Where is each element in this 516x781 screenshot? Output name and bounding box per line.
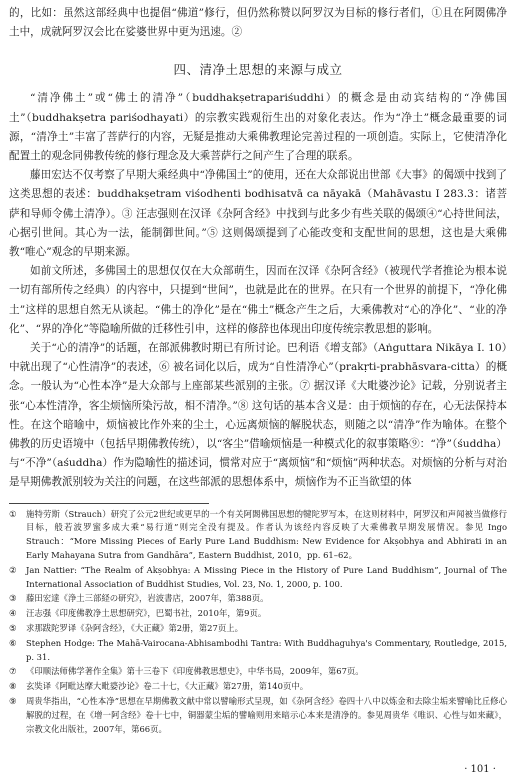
footnote	[9, 637, 507, 665]
body-paragraph: 关于“心的清净”的话题，在部派佛教时期已有所讨论。巴利语《增支部》（Aṅguttara Nikāya I. 10）中就出现了“心性清净”的表述，⑥ 被名词化以后，成为“自性清净心”（prakṛti-prabhāsvara-citta）的概念。一般认为“心性本净”是大众部与上座部某些派别的主张。⑦ 据汉译《大毗婆沙论》记载，分别说者主张“心本性清净，客尘烦恼所染污故，相不清净。”⑧ 这句话的基本含义是：由于烦恼的存在，心无法保持本性。在这个暗喻中，烦恼被比作外来的尘土，心远离烦恼的解脱状态，则随之以“清净”作为喻体。在整个佛教的历史语境中（包括早期佛教传统），以“客尘”借喻烦恼是一种模式化的叙事策略⑨：“净”（śuddha）与“不净”（aśuddha）作为隐喻性的描述词，惯常对应于“离烦恼”和“烦恼”两种状态。对烦恼的分析与对治是早期佛教派别较为关注的问题，在这些部派的思想体系中，烦恼作为不正当欲望的体	[9, 342, 507, 489]
footnote-text: 求那跋陀罗译《杂阿含经》，《大正藏》第2册，第27页上。	[26, 623, 243, 634]
footnote-number: ⑤	[9, 623, 17, 634]
footnote-text: 周贵华指出，“心性本净”思想在早期佛教文献中常以譬喻形式呈现，如《杂阿含经》卷四十八中以炼金和去除尘垢来譬喻比丘修心解脱的过程，在《增一阿含经》卷十七中，铜器蒙尘垢的譬喻则用来暗示心本来是清净的。参见周贵华《唯识、心性与如来藏》，宗教文化出版社，2007年，第66页。	[26, 696, 507, 734]
footnote-divider	[9, 503, 209, 504]
body-paragraph: “清净佛土”或“佛土的清净”（buddhakṣetrapariśuddhi）的概念是由动宾结构的“净佛国土”（buddhakṣetra pariśodhayati）的宗教实践观衍生出的对象化表达。作为“净土”概念最重要的词源，“清净土”丰富了菩萨行的内容，无疑是推动大乘佛教理论完善过程的一项创造。实际上，它使清净化配置土的观念同佛教传统的修行理念及大乘菩萨行之间产生了合理的联系。	[9, 92, 507, 163]
footnote	[9, 607, 507, 621]
body-paragraph: 藤田宏达不仅考察了早期大乘经典中“净佛国土”的使用，还在大众部说出世部《大事》的偈颂中找到了这类思想的表述：buddhakṣetram viśodhenti bodhisatvā ca nāyakā（Mahāvastu I 283.3：诸菩萨和导师令佛土清净）。③ 汪志强则在汉译《杂阿含经》中找到与此多少有些关联的偈颂④“心持世间法，心据引世间。其心为一法，能制御世间。”⑤ 这则偈颂提到了心能改变和支配世间的思想，这也是大乘佛教“唯心”观念的早期来源。	[9, 169, 507, 259]
footnote-text: 施特劳斯（Strauch）研究了公元2世纪或更早的一个有关阿閦佛国思想的犍陀罗写本，在这则材料中，阿罗汉和声闻被当做修行目标，般若波罗蜜多成大乘“易行道”则完全没有提及。作者认为该经内容反映了大乘佛教早期发展情况。参见 Ingo Strauch：“More Missing Pieces of Early Pure Land Buddhism: New Evidence for Akṣobhya and Abhirati in an Early Mahayana Sutra from Gandhāra”, Eastern Buddhist, 2010，pp. 61–62。	[26, 508, 507, 561]
footnote	[9, 695, 507, 736]
footnote-number: ⑦	[9, 666, 17, 677]
footnote	[9, 680, 507, 694]
footnote-text: 玄奘译《阿毗达摩大毗婆沙论》卷二十七，《大正藏》第27册，第140页中。	[26, 681, 309, 692]
footnote-number: ⑨	[9, 696, 17, 707]
footnote-number: ①	[9, 508, 17, 519]
footnote-number: ②	[9, 564, 17, 575]
footnote-text: 藤田宏達《浄土三部経の研究》，岩波書店，2007年，第388页。	[26, 593, 269, 604]
footnote	[9, 622, 507, 636]
footnote-number: ⑥	[9, 637, 17, 648]
body-paragraph: 如前文所述，多佛国土的思想仅仅在大众部萌生，因而在汉译《杂阿含经》（被现代学者推论为根本说一切有部所传之经典）的内容中，只提到“世间”，也就是此在的世界。在只有一个世界的前提下，“净化佛土”这样的思想自然无从谈起。“佛土的净化”是在“佛土”概念产生之后，大乘佛教对“心的净化”、“业的净化”、“界的净化”等隐喻所做的迁移性引申，这样的修辞也体现出印度传统宗教思想的影响。	[9, 265, 507, 335]
footnote-number: ⑧	[9, 681, 17, 692]
section-heading: 四、清净土思想的来源与成立	[173, 62, 343, 78]
footnote-list	[9, 508, 507, 737]
footnote-text: 汪志强《印度佛教净土思想研究》，巴蜀书社，2010年，第9页。	[26, 608, 267, 619]
footnote-number: ④	[9, 608, 17, 619]
footnote-text: Jan Nattier: “The Realm of Akṣobhya: A Missing Piece in the History of Pure Land Buddhism”, Journal of The International Association of Buddhist Studies, Vol. 23, No. 1, 2000, p. 100.	[26, 564, 507, 589]
footnote-number: ③	[9, 593, 17, 604]
page-number: · 101 ·	[464, 764, 496, 775]
body-paragraph-continued: 的，比如：虽然这部经典中也提倡“佛道”修行，但仍然称赞以阿罗汉为目标的修行者们，①且在阿閦佛净土中，成就阿罗汉会比在娑婆世界中更为迅速。②	[9, 7, 507, 39]
footnote	[9, 564, 507, 592]
footnote	[9, 592, 507, 606]
footnote-text: 《印顺法师佛学著作全集》第十三卷下《印度佛教思想史》，中华书局，2009年，第67页。	[26, 666, 364, 677]
footnote	[9, 508, 507, 563]
footnote	[9, 665, 507, 679]
footnote-text: Stephen Hodge: The Mahā-Vairocana-Abhisambodhi Tantra: With Buddhaguhya's Commentary, Routledge, 2015, p. 31.	[26, 637, 507, 662]
